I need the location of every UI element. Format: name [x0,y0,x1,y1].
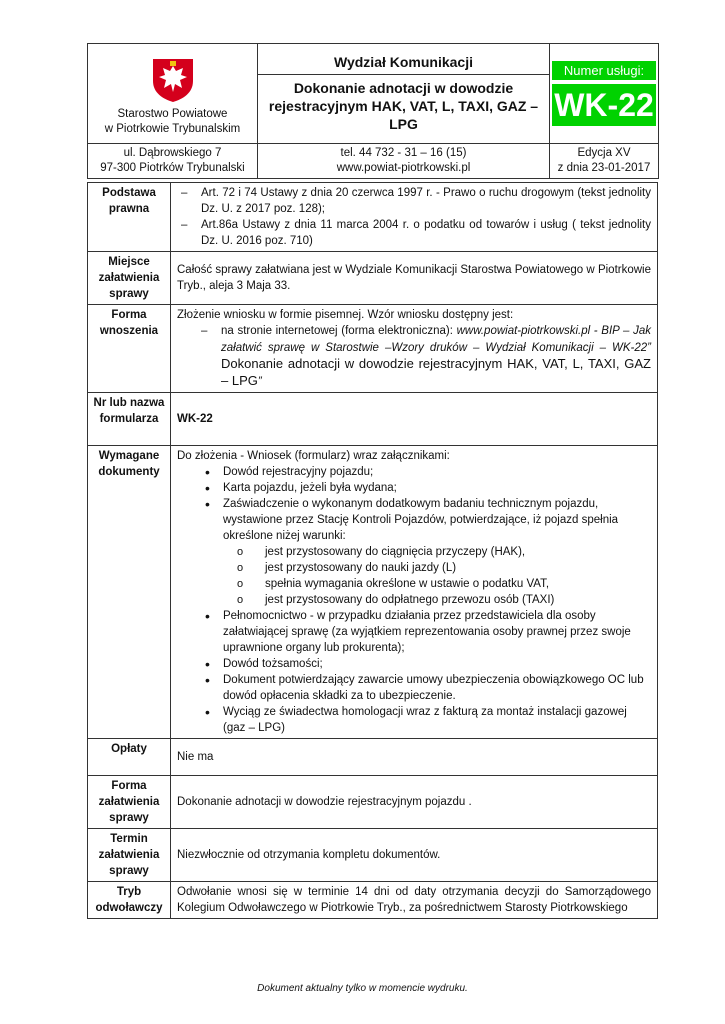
header-table [87,43,659,179]
form-label: Forma wnoszenia [88,305,171,393]
service-title: Dokonanie adnotacji w dowodzie rejestracyjnym HAK, VAT, L, TAXI, GAZ – LPG [268,80,539,132]
required-doc-item [197,496,651,608]
row-appeal [88,882,658,919]
legal-basis-item: – Art.86a Ustawy z dnia 11 marca 2004 r. o podatku od towarów i usług ( tekst jednolity Dz. U. 2016 poz. 710) [177,217,651,249]
coat-of-arms-icon [141,57,205,103]
address-line-2: 97-300 Piotrków Trybunalski [100,162,245,174]
service-number-code: WK-22 [552,84,656,126]
required-doc-item: • Pełnomocnictwo - w przypadku działania przez przedstawiciela dla osoby załatwiającej sprawę (za wyjątkiem reprezentowania osoby prawnej przez swoje uprawnione organy lub prokurenta); [197,608,651,656]
required-doc-item: • Wyciąg ze świadectwa homologacji wraz z fakturą za montaż instalacji gazowej (gaz – LPG) [197,704,651,736]
form-intro: Złożenie wniosku w formie pisemnej. Wzór wniosku dostępny jest: [177,309,514,321]
appeal-label: Tryb odwoławczy [88,882,171,919]
required-doc-item: • Dowód tożsamości; [197,656,651,672]
address-cell [88,144,258,179]
row-place [88,252,658,305]
required-doc-item: • Karta pojazdu, jeżeli była wydana; [197,480,651,496]
condition-item: o jest przystosowany do ciągnięcia przyczepy (HAK), [237,544,651,560]
office-cell [88,44,258,144]
row-fees [88,739,658,776]
row-required-docs [88,446,658,739]
condition-item: o jest przystosowany do nauki jazdy (L) [237,560,651,576]
deadline-value: Niezwłocznie od otrzymania kompletu dokumentów. [171,829,658,882]
method-value: Dokonanie adnotacji w dowodzie rejestracyjnym pojazdu . [171,776,658,829]
required-doc-item-text: Zaświadczenie o wykonanym dodatkowym badaniu technicznym pojazdu, wystawione przez Stację Kontroli Pojazdów, potwierdzające, iż pojazd spełnia określone niżej warunki: [223,498,619,542]
form-value [171,305,658,393]
row-deadline [88,829,658,882]
fees-value: Nie ma [171,739,658,776]
office-name-line-2: w Piotrkowie Trybunalskim [104,122,241,135]
office-name-line-1: Starostwo Powiatowe [117,107,228,120]
service-info-table [87,182,658,919]
condition-item: o spełnia wymagania określone w ustawie o podatku VAT, [237,576,651,592]
row-method [88,776,658,829]
contact-cell [258,144,550,179]
form-item-title: Dokonanie adnotacji w dowodzie rejestracyjnym HAK, VAT, L, TAXI, GAZ – LPG [221,356,651,388]
phone-number: tel. 44 732 - 31 – 16 (15) [340,147,467,159]
form-number-value: WK-22 [171,393,658,446]
required-doc-item: • Dokument potwierdzający zawarcie umowy ubezpieczenia obowiązkowego OC lub dowód opłacenia składki za to ubezpieczenie. [197,672,651,704]
office-name [88,103,257,137]
legal-basis-label: Podstawa prawna [88,183,171,252]
required-docs-value [171,446,658,739]
row-form-number [88,393,658,446]
fees-label: Opłaty [88,739,171,776]
edition-date: z dnia 23-01-2017 [557,162,651,174]
form-item-link[interactable]: www.powiat-piotrkowski.pl - BIP – Jak załatwić sprawę w Starostwie –Wzory druków – Wydział Komunikacji – WK-22” [221,325,651,354]
place-label: Miejsce załatwienia sprawy [88,252,171,305]
website-link[interactable]: www.powiat-piotrkowski.pl [336,162,471,174]
form-item-quote: ” [257,376,262,388]
method-label: Forma załatwienia sprawy [88,776,171,829]
required-doc-item: • Dowód rejestracyjny pojazdu; [197,464,651,480]
service-number-cell [550,44,659,144]
form-item-prefix: na stronie internetowej (forma elektroniczna): [221,325,457,337]
service-number-label: Numer usługi: [552,61,656,80]
required-docs-label: Wymagane dokumenty [88,446,171,739]
row-form [88,305,658,393]
form-number-label: Nr lub nazwa formularza [88,393,171,446]
row-legal-basis [88,183,658,252]
deadline-label: Termin załatwienia sprawy [88,829,171,882]
place-value: Całość sprawy załatwiana jest w Wydziale Komunikacji Starostwa Powiatowego w Piotrkowie Tryb., aleja 3 Maja 33. [171,252,658,305]
legal-basis-item: – Art. 72 i 74 Ustawy z dnia 20 czerwca 1997 r. - Prawo o ruchu drogowym (tekst jednolity Dz. U. z 2017 poz. 128); [177,185,651,217]
footer-note: Dokument aktualny tylko w momencie wydruku. [257,983,468,994]
department-name: Wydział Komunikacji [258,50,549,75]
address-line-1: ul. Dąbrowskiego 7 [123,147,222,159]
edition-cell [550,144,659,179]
form-item [197,323,651,390]
condition-item: o jest przystosowany do odpłatnego przewozu osób (TAXI) [237,592,651,608]
legal-basis-value [171,183,658,252]
required-docs-intro: Do złożenia - Wniosek (formularz) wraz załącznikami: [177,450,450,462]
appeal-value: Odwołanie wnosi się w terminie 14 dni od daty otrzymania decyzji do Samorządowego Kolegium Odwoławczego w Piotrkowie Tryb., za pośrednictwem Starosty Piotrkowskiego [171,882,658,919]
document-page [87,43,658,919]
edition-number: Edycja XV [577,147,631,159]
title-cell [258,44,550,144]
